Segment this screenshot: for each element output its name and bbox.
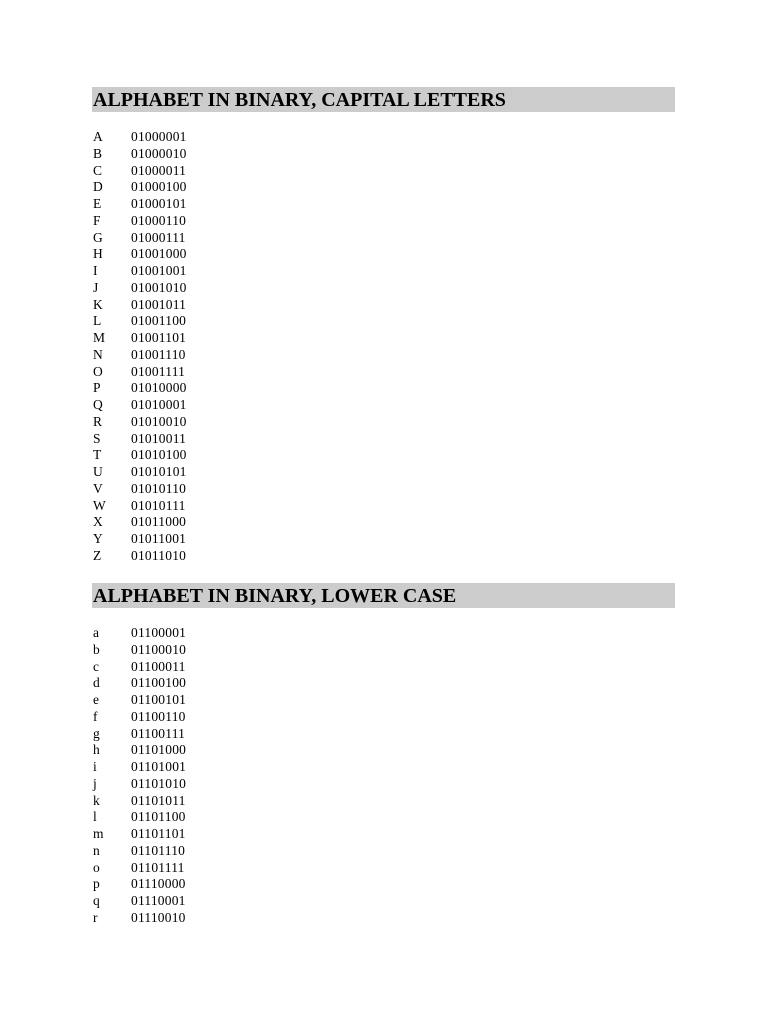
binary-code: 01010111 [131, 497, 186, 513]
letter-label: O [93, 363, 103, 379]
letter-label: e [93, 692, 99, 707]
code-row [93, 531, 187, 548]
code-row [93, 129, 187, 146]
letter-label: p [93, 876, 100, 892]
code-row [93, 860, 186, 877]
binary-code: 01101001 [131, 759, 187, 774]
code-row [93, 548, 187, 565]
code-row [93, 809, 186, 826]
code-row [93, 692, 186, 709]
code-row [93, 347, 187, 364]
code-row [93, 642, 186, 659]
binary-code: 01101111 [131, 859, 185, 875]
code-row [93, 397, 187, 414]
letter-label: r [93, 909, 98, 925]
letter-label: A [93, 129, 103, 144]
letter-label: K [93, 296, 103, 312]
code-row [93, 893, 186, 910]
letter-label: P [93, 380, 101, 396]
binary-code: 01101110 [131, 842, 186, 858]
letter-label: M [93, 330, 106, 345]
code-row [93, 625, 186, 642]
letter-label: a [93, 625, 99, 640]
letter-label: i [93, 759, 97, 774]
code-row [93, 364, 187, 381]
binary-code: 01011010 [131, 547, 187, 563]
letter-label: f [93, 708, 98, 724]
capital-letters-heading: ALPHABET IN BINARY, CAPITAL LETTERS [92, 87, 675, 112]
binary-code: 01001011 [131, 296, 187, 312]
letter-label: Q [93, 397, 103, 412]
letter-label: l [93, 809, 97, 825]
binary-code: 01000111 [131, 229, 186, 245]
code-row [93, 876, 186, 893]
letter-label: I [93, 263, 98, 278]
code-row [93, 498, 187, 515]
code-row [93, 246, 187, 263]
code-row [93, 659, 186, 676]
letter-label: S [93, 430, 101, 446]
code-row [93, 297, 187, 314]
binary-code: 01010010 [131, 413, 187, 429]
code-row [93, 514, 187, 531]
binary-code: 01011000 [131, 514, 187, 530]
code-row [93, 179, 187, 196]
binary-code: 01100001 [131, 625, 187, 640]
letter-label: d [93, 675, 100, 691]
binary-code: 01010001 [131, 397, 187, 412]
binary-code: 01001101 [131, 330, 187, 345]
letter-label: N [93, 346, 103, 362]
letter-label: m [93, 826, 104, 841]
code-row [93, 759, 186, 776]
lower-case-code-list [93, 625, 186, 927]
code-row [93, 213, 187, 230]
code-row [93, 910, 186, 927]
letter-label: X [93, 514, 103, 530]
binary-code: 01101101 [131, 826, 186, 841]
code-row [93, 330, 187, 347]
binary-code: 01110001 [131, 893, 186, 908]
code-row [93, 776, 186, 793]
code-row [93, 675, 186, 692]
binary-code: 01100010 [131, 641, 187, 657]
letter-label: o [93, 859, 100, 875]
letter-label: R [93, 413, 103, 429]
binary-code: 01000011 [131, 162, 187, 178]
code-row [93, 196, 187, 213]
binary-code: 01001010 [131, 279, 187, 295]
code-row [93, 742, 186, 759]
letter-label: k [93, 792, 100, 808]
letter-label: F [93, 212, 101, 228]
binary-code: 01010100 [131, 447, 187, 463]
code-row [93, 481, 187, 498]
letter-label: D [93, 179, 103, 195]
letter-label: C [93, 162, 103, 178]
letter-label: B [93, 145, 103, 161]
letter-label: Y [93, 531, 103, 546]
binary-code: 01100100 [131, 675, 187, 691]
code-row [93, 843, 186, 860]
letter-label: H [93, 246, 103, 262]
binary-code: 01001001 [131, 263, 187, 278]
letter-label: L [93, 313, 102, 329]
binary-code: 01110000 [131, 876, 186, 892]
binary-code: 01001110 [131, 346, 186, 362]
letter-label: g [93, 725, 100, 741]
letter-label: c [93, 658, 99, 674]
letter-label: q [93, 893, 100, 908]
code-row [93, 146, 187, 163]
code-row [93, 793, 186, 810]
code-row [93, 726, 186, 743]
letter-label: V [93, 480, 103, 496]
letter-label: b [93, 641, 100, 657]
binary-code: 01001000 [131, 246, 187, 262]
code-row [93, 280, 187, 297]
binary-code: 01000110 [131, 212, 187, 228]
letter-label: W [93, 497, 106, 513]
letter-label: Z [93, 547, 102, 563]
code-row [93, 230, 187, 247]
code-row [93, 447, 187, 464]
binary-code: 01001111 [131, 363, 186, 379]
binary-code: 01100111 [131, 725, 186, 741]
binary-code: 01100101 [131, 692, 187, 707]
binary-code: 01010101 [131, 464, 187, 479]
capital-letters-code-list [93, 129, 187, 565]
letter-label: j [93, 775, 97, 791]
letter-label: h [93, 742, 100, 758]
binary-code: 01010110 [131, 480, 187, 496]
binary-code: 01101100 [131, 809, 186, 825]
binary-code: 01100110 [131, 708, 186, 724]
binary-code: 01011001 [131, 531, 187, 546]
code-row [93, 826, 186, 843]
letter-label: G [93, 229, 103, 245]
binary-code: 01000101 [131, 196, 187, 211]
letter-label: n [93, 842, 100, 858]
code-row [93, 263, 187, 280]
binary-code: 01101010 [131, 775, 187, 791]
binary-code: 01000100 [131, 179, 187, 195]
code-row [93, 709, 186, 726]
binary-code: 01101011 [131, 792, 186, 808]
letter-label: E [93, 196, 102, 211]
code-row [93, 313, 187, 330]
binary-code: 01110010 [131, 909, 186, 925]
binary-code: 01101000 [131, 742, 187, 758]
code-row [93, 163, 187, 180]
letter-label: J [93, 279, 99, 295]
binary-code: 01000001 [131, 129, 187, 144]
letter-label: U [93, 464, 103, 479]
code-row [93, 464, 187, 481]
binary-code: 01010011 [131, 430, 187, 446]
binary-code: 01000010 [131, 145, 187, 161]
code-row [93, 380, 187, 397]
lower-case-heading: ALPHABET IN BINARY, LOWER CASE [92, 583, 675, 608]
binary-code: 01001100 [131, 313, 187, 329]
letter-label: T [93, 447, 102, 463]
binary-code: 01010000 [131, 380, 187, 396]
binary-code: 01100011 [131, 658, 186, 674]
code-row [93, 431, 187, 448]
code-row [93, 414, 187, 431]
